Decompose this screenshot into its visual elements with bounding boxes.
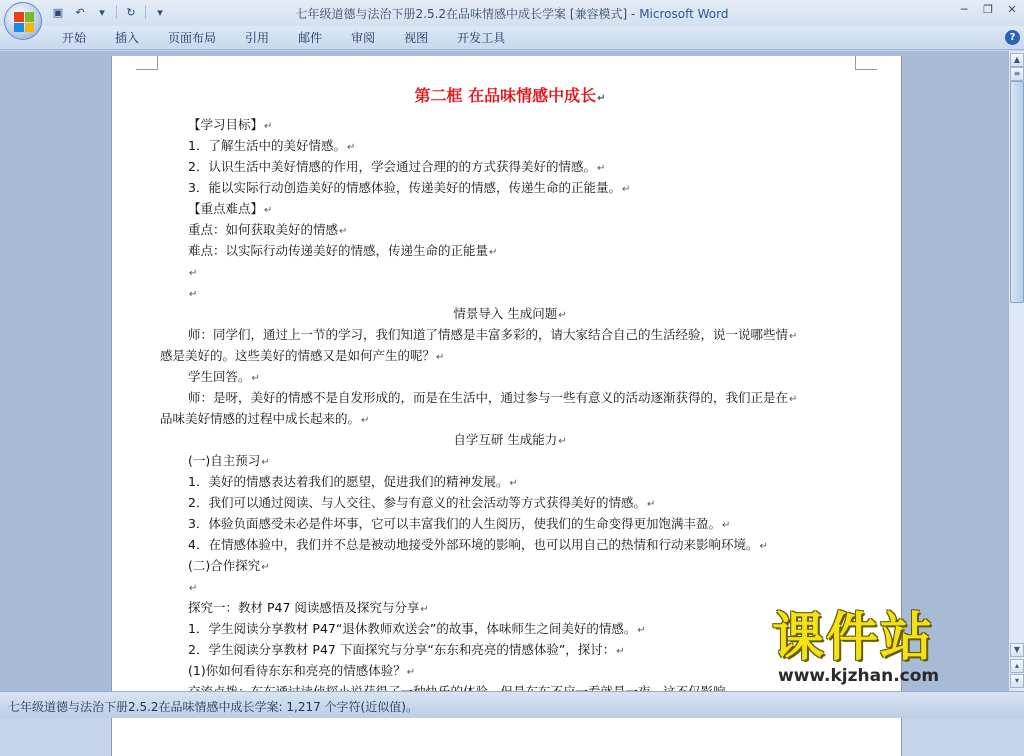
document-line: 探究一：教材 P47 阅读感悟及探究与分享↵ [188, 600, 429, 615]
minimize-icon[interactable]: ─ [960, 3, 968, 16]
document-line: 3．体验负面感受未必是件坏事，它可以丰富我们的人生阅历，使我们的生命变得更加饱满丰盈。↵ [188, 516, 731, 531]
document-line: 【学习目标】↵ [188, 117, 273, 132]
document-line: (二)合作探究↵ [188, 558, 270, 573]
document-line: 师：是呀，美好的情感不是自发形成的，而是在生活中，通过参与一些有意义的活动逐渐获得的，我们正是在↵ [188, 390, 798, 405]
document-line: 难点：以实际行动传递美好的情感，传递生命的正能量↵ [188, 243, 498, 258]
document-line: 2．我们可以通过阅读、与人交往、参与有意义的社会活动等方式获得美好的情感。↵ [188, 495, 656, 510]
document-line: 2．认识生活中美好情感的作用，学会通过合理的的方式获得美好的情感。↵ [188, 159, 606, 174]
scroll-up-icon[interactable]: ▲ [1010, 53, 1024, 67]
document-line: 学生回答。↵ [188, 369, 260, 384]
tab-3[interactable]: 引用 [245, 31, 270, 45]
document-line: ↵ [189, 268, 198, 279]
save-icon[interactable]: ▣ [52, 5, 64, 19]
document-line: 1．学生阅读分享教材 P47“退休教师欢送会”的故事，体味师生之间美好的情感。↵ [188, 621, 646, 636]
watermark-brand: 课件站 [772, 608, 935, 668]
tab-7[interactable]: 开发工具 [457, 31, 506, 45]
close-icon[interactable]: ✕ [1007, 3, 1017, 16]
document-title: 第二框 在品味情感中成长↵ [414, 86, 606, 105]
window-title: 七年级道德与法治下册2.5.2在品味情感中成长学案 [兼容模式] - Microsoft Word [295, 7, 729, 21]
tab-0[interactable]: 开始 [62, 31, 87, 45]
window-controls [956, 2, 1020, 18]
office-button[interactable] [4, 2, 42, 40]
watermark-url: www.kjzhan.com [778, 666, 940, 686]
scroll-down-icon[interactable]: ▼ [1010, 643, 1024, 657]
document-line: 3．能以实际行动创造美好的情感体验，传递美好的情感，传递生命的正能量。↵ [188, 180, 631, 195]
undo-dropdown-icon[interactable]: ▾ [99, 5, 105, 19]
document-line: 品味美好情感的过程中成长起来的。↵ [160, 411, 370, 426]
document-line: 1．美好的情感表达着我们的愿望，促进我们的精神发展。↵ [188, 474, 518, 489]
office-logo-icon [14, 12, 34, 32]
tab-4[interactable]: 邮件 [298, 31, 323, 45]
document-line: 自学互研 生成能力↵ [453, 432, 567, 447]
document-line: 重点：如何获取美好的情感↵ [188, 222, 348, 237]
document-line: 4．在情感体验中，我们并不总是被动地接受外部环境的影响，也可以用自己的热情和行动来影响环境。↵ [188, 537, 768, 552]
document-workspace [0, 51, 1008, 691]
document-line: ↵ [189, 583, 198, 594]
help-icon[interactable]: ? [1005, 30, 1020, 45]
document-line: 2．学生阅读分享教材 P47 下面探究与分享“东东和亮亮的情感体验”，探讨：↵ [188, 642, 625, 657]
status-text: 七年级道德与法治下册2.5.2在品味情感中成长学案: 1,217 个字符(近似值)。 [8, 700, 418, 714]
ruler-toggle-icon[interactable]: ≡ [1010, 67, 1024, 81]
document-line: 师：同学们，通过上一节的学习，我们知道了情感是丰富多彩的，请大家结合自己的生活经验，说一说哪些情↵ [188, 327, 798, 342]
tab-5[interactable]: 审阅 [351, 31, 376, 45]
restore-icon[interactable]: ❐ [983, 3, 993, 16]
scrollbar-thumb[interactable] [1010, 81, 1024, 303]
tab-2[interactable]: 页面布局 [168, 31, 217, 45]
document-line: (一)自主预习↵ [188, 453, 270, 468]
watermark [772, 610, 1012, 690]
crop-mark [855, 56, 877, 70]
title-bar [0, 0, 1024, 26]
document-lines [160, 114, 860, 702]
document-line: 情景导入 生成问题↵ [453, 306, 567, 321]
ribbon-tabs [58, 30, 530, 48]
document-line: 1．了解生活中的美好情感。↵ [188, 138, 356, 153]
ribbon-tab-bar [0, 26, 1024, 50]
vertical-scrollbar[interactable] [1008, 51, 1024, 691]
tab-1[interactable]: 插入 [115, 31, 140, 45]
document-line: (1)你如何看待东东和亮亮的情感体验？↵ [188, 663, 416, 678]
crop-mark [136, 56, 158, 70]
customize-qat-icon[interactable]: ▾ [157, 5, 163, 19]
redo-icon[interactable]: ↻ [126, 5, 136, 19]
tab-6[interactable]: 视图 [404, 31, 429, 45]
document-line: 【重点难点】↵ [188, 201, 273, 216]
document-line: ↵ [189, 289, 198, 300]
document-body[interactable] [160, 82, 860, 702]
prev-page-icon[interactable]: ▴ [1010, 659, 1024, 673]
undo-icon[interactable]: ↶ [75, 5, 85, 19]
document-line: 感是美好的。这些美好的情感又是如何产生的呢？↵ [160, 348, 445, 363]
status-bar [0, 691, 1024, 718]
next-page-icon[interactable]: ▾ [1010, 674, 1024, 688]
